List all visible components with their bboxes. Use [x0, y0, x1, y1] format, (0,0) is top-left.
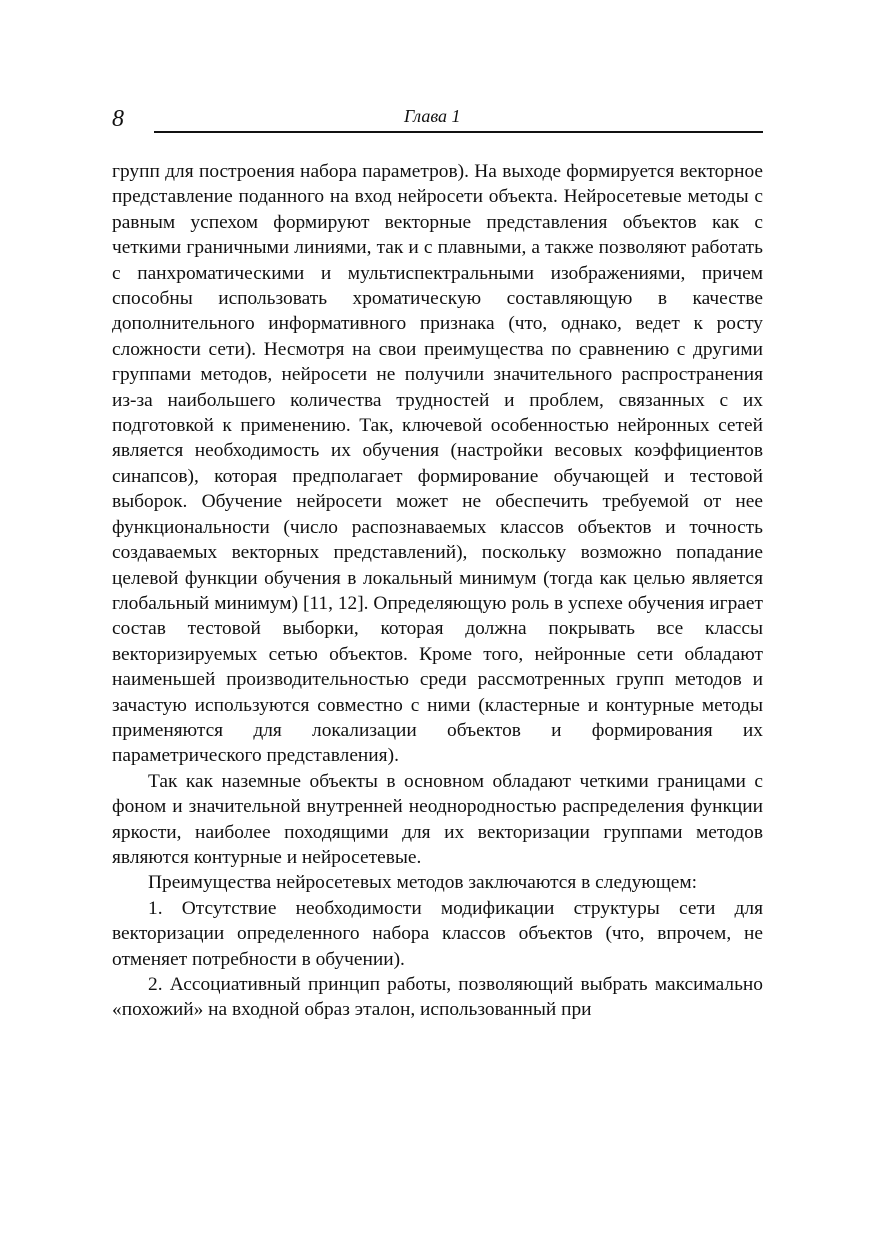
page-number: 8: [112, 106, 124, 132]
header-rule: [154, 131, 763, 133]
paragraph-advantages-intro: Преимущества нейросетевых методов заключаются в следующем:: [148, 872, 698, 894]
list-item-2: 2. Ассоциативный принцип работы, позволяющий выбрать максимально «похожий» на входной образ эталон, использованный при: [112, 974, 763, 1021]
running-head: Глава 1: [404, 106, 461, 126]
paragraph-ground-objects: Так как наземные объекты в основном обладают четкими границами с фоном и значительной внутренней неоднородностью распределения функции яркости, наиболее походящими для их векторизации группами методов являются контурные и нейросетевые.: [112, 770, 763, 868]
body-text: [112, 159, 763, 1023]
page-header: [112, 104, 763, 134]
list-item-1: 1. Отсутствие необходимости модификации структуры сети для векторизации определенного набора классов объектов (что, впрочем, не отменяет потребности в обучении).: [112, 897, 763, 970]
paragraph-continuation: групп для построения набора параметров). На выходе формируется векторное представление поданного на вход нейросети объекта. Нейросетевые методы с равным успехом формируют векторные представления объектов как с четкими граничными линиями, так и с плавными, а также позволяют работать с панхроматическими и мультиспектральными изображениями, причем способны использовать хроматическую составляющую в качестве дополнительного информативного признака (что, однако, ведет к росту сложности сети). Несмотря на свои преимущества по сравнению с другими группами методов, нейросети не получили значительного распространения из-за наибольшего количества трудностей и проблем, связанных с их подготовкой к применению. Так, ключевой особенностью нейронных сетей является необходимость их обучения (настройки весовых коэффициентов синапсов), которая предполагает формирование обучающей и тестовой выборок. Обучение нейросети может не обеспечить требуемой от нее функциональности (число распознаваемых классов объектов и точность создаваемых векторных представлений), поскольку возможно попадание целевой функции обучения в локальный минимум (тогда как целью является глобальный минимум) [11, 12]. Определяющую роль в успехе обучения играет состав тестовой выборки, которая должна покрывать все классы векторизируемых сетью объектов. Кроме того, нейронные сети обладают наименьшей производительностью среди рассмотренных групп методов и зачастую используются совместно с ними (кластерные и контурные методы применяются для локализации объектов и формирования их параметрического представления).: [112, 161, 763, 767]
